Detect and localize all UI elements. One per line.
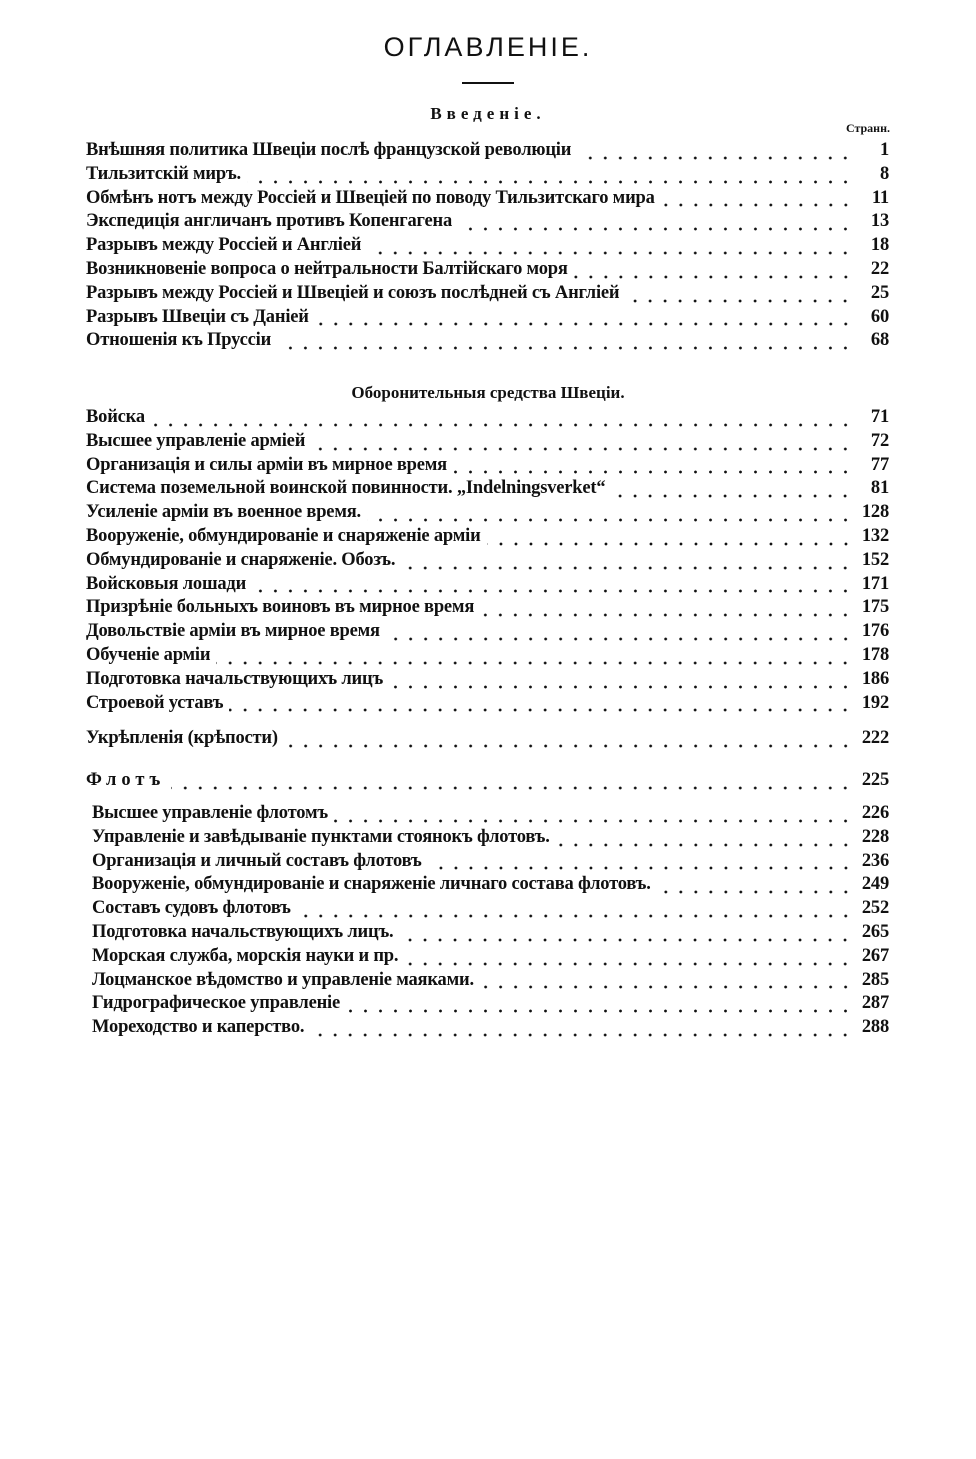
toc-row[interactable] xyxy=(86,728,889,752)
section-heading-introduction: Введеніе. xyxy=(430,104,546,123)
dot-leader xyxy=(310,1033,853,1037)
toc-label: Флотъ xyxy=(86,770,166,790)
toc-label: Призрѣніе больныхъ воиновъ въ мирное время xyxy=(86,597,475,618)
dot-leader xyxy=(315,322,853,326)
dot-leader xyxy=(428,866,853,870)
toc-row[interactable] xyxy=(86,770,889,794)
toc-page: 77 xyxy=(870,454,889,475)
toc-row[interactable] xyxy=(86,669,889,693)
toc-row[interactable] xyxy=(86,211,889,235)
toc-page: 22 xyxy=(870,258,889,279)
dot-leader xyxy=(334,819,853,823)
toc-label: Довольствіе арміи въ мирное время xyxy=(86,621,380,642)
dot-leader xyxy=(453,470,853,474)
toc-row[interactable] xyxy=(92,803,889,827)
toc-label: Морская служба, морскія науки и пр. xyxy=(92,945,399,966)
toc-page: 8 xyxy=(879,163,889,184)
toc-page: 171 xyxy=(861,573,889,594)
toc-page: 287 xyxy=(861,993,889,1014)
toc-row[interactable] xyxy=(86,330,889,354)
toc-label: Отношенія къ Пруссіи xyxy=(86,330,272,351)
dot-leader xyxy=(216,661,853,665)
dot-leader xyxy=(297,914,853,918)
toc-label: Подготовка начальствующихъ лицъ. xyxy=(92,921,394,942)
toc-page: 132 xyxy=(861,525,889,546)
page-column-label: Странн. xyxy=(845,121,890,135)
toc-label: Вооруженіе, обмундированіе и снаряженіе арміи xyxy=(86,525,481,546)
dot-leader xyxy=(480,985,853,989)
toc-row[interactable] xyxy=(86,283,889,307)
defense-list xyxy=(86,407,889,716)
toc-row[interactable] xyxy=(92,993,889,1017)
toc-label: Разрывъ между Россіей и Швеціей и союзъ послѣдней съ Англіей xyxy=(86,282,620,303)
toc-row[interactable] xyxy=(86,188,889,212)
toc-label: Система поземельной воинской повинности. „Indelningsverket“ xyxy=(86,478,606,499)
toc-label: Обмундированіе и снаряженіе. Обозъ. xyxy=(86,549,396,570)
toc-page: 288 xyxy=(861,1017,889,1038)
toc-label: Организація и силы арміи въ мирное время xyxy=(86,454,447,475)
toc-page: 176 xyxy=(861,621,889,642)
toc-page: 222 xyxy=(861,728,889,748)
toc-page: 13 xyxy=(870,211,889,232)
toc-page: 192 xyxy=(861,692,889,713)
toc-page: 265 xyxy=(861,921,889,942)
dot-leader xyxy=(389,685,853,689)
toc-label: Разрывъ между Россіей и Англіей xyxy=(86,235,362,256)
toc-label: Управленіе и завѣдываніе пунктами стоянокъ флотовъ. xyxy=(92,826,550,847)
toc-page: 1 xyxy=(879,140,889,160)
toc-row[interactable] xyxy=(86,621,889,645)
dot-leader xyxy=(657,890,853,894)
toc-page: 128 xyxy=(861,502,889,523)
toc-page: 267 xyxy=(861,945,889,966)
toc-label: Строевой уставъ xyxy=(86,692,224,713)
toc-label: Лоцманское вѣдомство и управленіе маяками. xyxy=(92,969,474,990)
dot-leader xyxy=(346,1009,853,1013)
toc-row[interactable] xyxy=(92,827,889,851)
toc-row[interactable] xyxy=(86,550,889,574)
toc-label: Экспедиція англичанъ противъ Копенгагена xyxy=(86,211,453,232)
toc-row[interactable] xyxy=(86,574,889,598)
dot-leader xyxy=(171,786,853,790)
toc-label: Разрывъ Швеціи съ Даніей xyxy=(86,306,309,327)
toc-label: Вооруженіе, обмундированіе и снаряженіе личнаго состава флотовъ. xyxy=(92,874,651,895)
toc-page: 11 xyxy=(871,187,889,208)
toc-row[interactable] xyxy=(86,526,889,550)
toc-label: Гидрографическое управленіе xyxy=(92,993,340,1014)
dot-leader xyxy=(247,180,853,184)
toc-page: 72 xyxy=(870,430,889,451)
dot-leader xyxy=(277,346,853,350)
section-heading-defense: Оборонительныя средства Швеціи. xyxy=(351,383,625,402)
toc-label: Мореходство и каперство. xyxy=(92,1017,305,1038)
toc-label: Подготовка начальствующихъ лицъ xyxy=(86,668,384,689)
toc-row[interactable] xyxy=(86,407,889,431)
toc-row[interactable] xyxy=(86,140,889,164)
toc-row[interactable] xyxy=(92,874,889,898)
toc-label: Укрѣпленія (крѣпости) xyxy=(86,728,278,748)
dot-leader xyxy=(487,542,853,546)
toc-row[interactable] xyxy=(92,970,889,994)
toc-page: 186 xyxy=(861,668,889,689)
toc-label: Высшее управленіе арміей xyxy=(86,430,306,451)
dot-leader xyxy=(401,566,853,570)
toc-row[interactable] xyxy=(86,502,889,526)
toc-page: 60 xyxy=(870,306,889,327)
toc-page: 18 xyxy=(870,235,889,256)
toc-row[interactable] xyxy=(86,164,889,188)
toc-row[interactable] xyxy=(86,693,889,717)
dot-leader xyxy=(661,203,853,207)
toc-page: 226 xyxy=(861,803,889,823)
toc-label: Усиленіе арміи въ военное время. xyxy=(86,502,361,523)
dot-leader xyxy=(574,275,853,279)
toc-page: 81 xyxy=(870,478,889,499)
title-divider xyxy=(462,82,514,84)
toc-page: 285 xyxy=(861,969,889,990)
dot-leader xyxy=(252,589,853,593)
dot-leader xyxy=(625,299,853,303)
toc-label: Войсковыя лошади xyxy=(86,573,247,594)
toc-row[interactable] xyxy=(92,898,889,922)
toc-row[interactable] xyxy=(92,851,889,875)
toc-label: Внѣшняя политика Швеціи послѣ французской революціи xyxy=(86,140,572,160)
toc-row[interactable] xyxy=(86,431,889,455)
toc-page: 25 xyxy=(870,282,889,303)
toc-row[interactable] xyxy=(86,307,889,331)
toc-page: 252 xyxy=(861,898,889,919)
toc-row[interactable] xyxy=(86,478,889,502)
toc-row[interactable] xyxy=(92,922,889,946)
toc-label: Составъ судовъ флотовъ xyxy=(92,898,291,919)
dot-leader xyxy=(611,494,853,498)
toc-row[interactable] xyxy=(92,946,889,970)
fleet-list xyxy=(92,803,889,1041)
dot-leader xyxy=(386,637,853,641)
toc-row[interactable] xyxy=(86,455,889,479)
toc-label: Возникновеніе вопроса о нейтральности Балтійскаго моря xyxy=(86,258,568,279)
toc-row[interactable] xyxy=(86,259,889,283)
toc-label: Обмѣнъ нотъ между Россіей и Швеціей по поводу Тильзитскаго мира xyxy=(86,187,655,208)
toc-label: Организація и личный составъ флотовъ xyxy=(92,850,422,871)
toc-page: 249 xyxy=(861,874,889,895)
toc-page: 178 xyxy=(861,644,889,665)
toc-page: 68 xyxy=(870,330,889,351)
dot-leader xyxy=(556,843,853,847)
fleet-entry xyxy=(86,770,889,794)
toc-row[interactable] xyxy=(92,1017,889,1041)
toc-label: Тильзитскій миръ. xyxy=(86,163,241,184)
dot-leader xyxy=(404,962,853,966)
dot-leader xyxy=(480,613,853,617)
toc-page: 152 xyxy=(861,549,889,570)
dot-leader xyxy=(399,938,853,942)
dot-leader xyxy=(284,744,853,748)
dot-leader xyxy=(577,156,853,160)
toc-row[interactable] xyxy=(86,645,889,669)
fortifications-entry xyxy=(86,728,889,752)
toc-page: 225 xyxy=(861,770,889,790)
dot-leader xyxy=(367,251,853,255)
toc-row[interactable] xyxy=(86,597,889,621)
toc-page: 228 xyxy=(861,826,889,847)
toc-page: 175 xyxy=(861,597,889,618)
introduction-list xyxy=(86,140,889,354)
dot-leader xyxy=(229,708,853,712)
toc-label: Высшее управленіе флотомъ xyxy=(92,803,328,823)
dot-leader xyxy=(367,518,853,522)
dot-leader xyxy=(458,227,853,231)
toc-page: 236 xyxy=(861,850,889,871)
toc-label: Войска xyxy=(86,407,145,427)
toc-row[interactable] xyxy=(86,235,889,259)
dot-leader xyxy=(151,423,853,427)
toc-page: 71 xyxy=(870,407,889,427)
toc-label: Обученіе арміи xyxy=(86,644,211,665)
dot-leader xyxy=(311,447,853,451)
page-title: ОГЛАВЛЕНІЕ. xyxy=(383,32,593,62)
